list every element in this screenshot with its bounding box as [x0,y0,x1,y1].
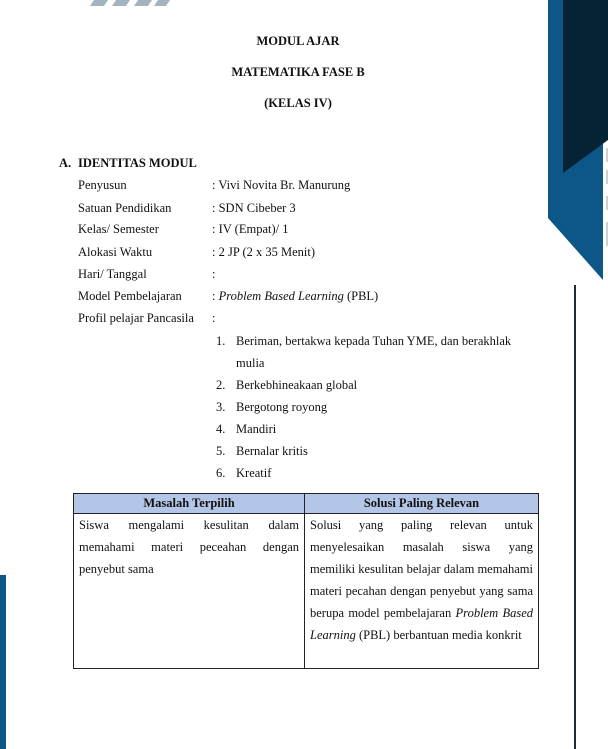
cell-masalah: Siswa mengalami kesulitan dalam memahami materi peceahan dengan penyebut sama [74,514,305,669]
field-value: : Vivi Novita Br. Manurung [212,178,351,192]
list-item: 3. Bergotong royong [216,400,328,414]
field-label: Penyusun [78,178,127,192]
field-label: Model Pembelajaran [78,289,182,303]
cell-solusi: Solusi yang paling relevan untuk menyelesaikan masalah siswa yang memiliki kesulitan belajar dalam memahami materi pecahan dengan penyebut yang sama berupa model pembelajaran Problem Based Learning (PBL) berbantuan media konkrit [305,514,539,669]
field-value: : [212,267,216,281]
field-label: Hari/ Tanggal [78,267,147,281]
list-item: 2. Berkebhineakaan global [216,378,358,392]
field-label: Alokasi Waktu [78,245,153,259]
list-item: 4. Mandiri [216,422,277,436]
field-label: Profil pelajar Pancasila [78,311,194,325]
decorative-stripes [86,0,170,6]
list-item: 6. Kreatif [216,466,272,480]
profil-list [216,330,536,484]
section-number: A. [59,156,72,170]
doc-grade: (KELAS IV) [264,96,332,110]
decorative-vertical-line [574,285,576,749]
doc-title: MODUL AJAR [256,34,340,48]
italic-term: Problem Based Learning [310,606,533,642]
field-label: Satuan Pendidikan [78,201,172,215]
header-solusi: Solusi Paling Relevan [305,494,539,514]
field-value: : 2 JP (2 x 35 Menit) [212,245,316,259]
field-label: Kelas/ Semester [78,222,159,236]
section-heading [59,156,197,171]
field-value: : SDN Cibeber 3 [212,201,296,215]
decorative-left-bar [0,575,6,749]
table-header-row [74,494,539,514]
problem-solution-table [73,493,539,669]
field-value: : IV (Empat)/ 1 [212,222,289,236]
list-item: 5. Bernalar kritis [216,444,308,458]
italic-term: Problem Based Learning [218,289,344,303]
doc-subtitle: MATEMATIKA FASE B [231,65,365,79]
list-item: 1. Beriman, bertakwa kepada Tuhan YME, dan berakhlak mulia [216,334,512,370]
header-masalah: Masalah Terpilih [74,494,305,514]
section-title: IDENTITAS MODUL [78,156,197,170]
field-value: : Problem Based Learning (PBL) [212,289,379,303]
field-value: : [212,311,216,325]
table-row [74,514,539,669]
